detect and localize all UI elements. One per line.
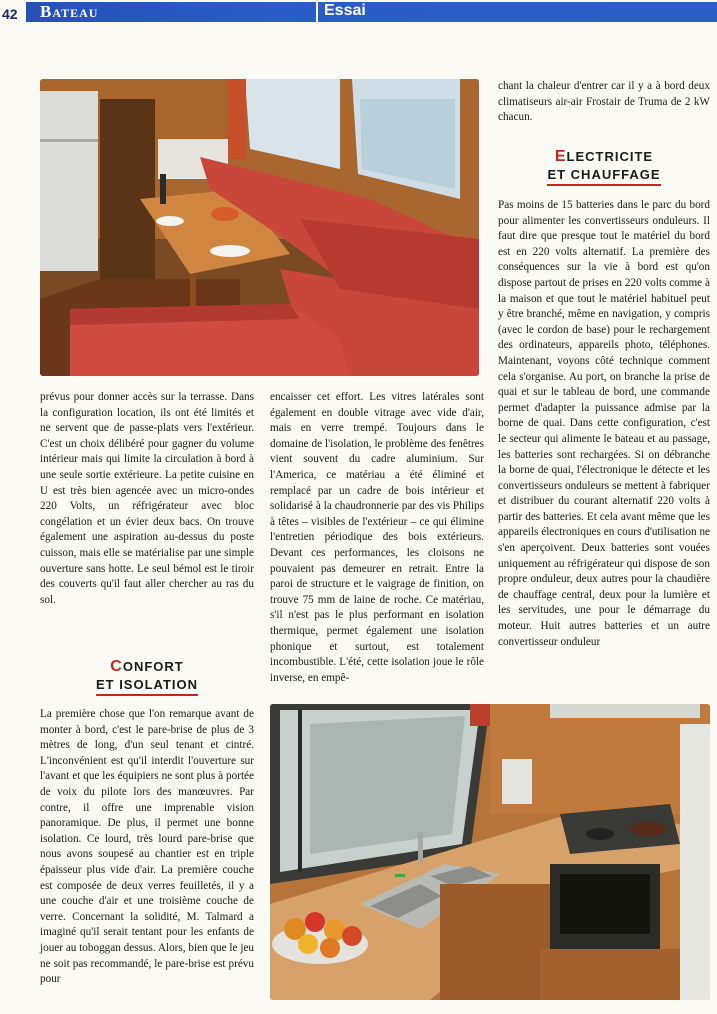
heading-confort-isolation <box>40 658 254 696</box>
heading-line-2: ET ISOLATION <box>96 677 198 696</box>
column-3-top-text <box>498 79 710 126</box>
saloon-photo <box>40 79 479 376</box>
galley-photo <box>270 704 710 1000</box>
header-separator <box>316 2 318 22</box>
column-1-bottom-text <box>40 707 254 988</box>
paragraph: prévus pour donner accès sur la terrasse. Dans la configuration location, ils ont été limités et ne servent que de passe-plats vers l'extérieur. C'est un choix délibéré pour gagner du volume intérieur mais qui limite la circulation à bord à une seule sortie extérieure. La petite cuisine en U est très bien agencée avec un micro-ondes 220 Volts, un réfrigérateur avec bloc congélation et un évier deux bacs. On trouve également une aspiration au-dessus du poste cuisson, mais elle se matérialise par une simple ouverture sans hotte. Le seul bémol est le tiroir des couverts qu'il faut aller chercher au ras du sol. <box>40 391 254 606</box>
heading-initial: C <box>110 658 123 675</box>
heading-initial: E <box>554 148 567 165</box>
column-1-top-text <box>40 390 254 608</box>
heading-line-1: LECTRICITE <box>566 149 654 164</box>
paragraph: Pas moins de 15 batteries dans le parc du bord pour alimenter les convertisseurs onduleurs. Il faut dire que presque tout le matériel du bord est en 220 volts alternatif. La première des conséquences sur la vie à bord est qu'on dispose partout de prises en 220 volts comme à la maison et que tout le matériel habituel peut y être branché, même en navigation, y compris (avec le cordon de base) pour le rechargement des ordinateurs, appareils photo, téléphones. Maintenant, voyons côté technique comment cela s'organise. Au port, on branche la prise de quai et sur le tableau de bord, une commande permet d'adapter la puissance admise par la borne de quai. Dans cette configuration, c'est le secteur qui alimente le bateau et au passage, les batteries sont rechargées. Si on débranche la borne de quai, l'électronique le détecte et les convertisseurs onduleurs se mettent à fabriquer et distribuer du courant alternatif 220 volts à partir des batteries. Et cela avant même que les appareils électroniques en cours d'utilisation ne s'en aperçoivent. Deux batteries sont vouées uniquement au réfrigérateur qui dispose de son propre onduleur, deux autres pour la chaudière de chauffage central, deux pour la lumière et les servitudes, une pour le démarrage du moteur. Huit autres batteries et un autre convertisseur onduleur <box>498 199 710 648</box>
rubric-title: Essai <box>324 2 366 19</box>
paragraph: La première chose que l'on remarque avant de monter à bord, c'est le pare-brise de plus de 3 mètres de long, d'un seul tenant et cintré. L'inconvénient est qu'il interdit l'ouverture sur l'avant et que les équipiers ne sont plus à portée de voix du pilote lors des manœuvres. Par contre, il offre une imprenable vision panoramique. De plus, il permet une bonne isolation. Ce lourd, très lourd pare-brise que nous avons soupesé au chantier est en triple épaisseur plus vide d'air. La première couche est composée de deux verres feuilletés, il y a une couche d'air et une troisième couche de verre. Concernant la solidité, M. Talmard a imaginé qu'il serait tentant pour les enfants de jouer au toboggan dessus. Alors, bien que le jeu ne soit pas recommandé, le pare-brise est prévu pour <box>40 708 254 986</box>
heading-line-2: ET CHAUFFAGE <box>547 167 660 186</box>
paragraph: encaisser cet effort. Les vitres latérales sont également en double vitrage avec vide d'air, mais en verre trempé. Toujours dans le domaine de l'isolation, le problème des fenêtres vient souvent du cadre aluminium. Sur l'America, ce matériau a été éliminé et remplacé par un cadre de bois intérieur et solidarisé à la chaudronnerie par des vis Philips à têtes – visibles de l'extérieur – ce qui élimine l'entretien périodique des bois extérieurs. Devant ces performances, les cloisons ne pouvaient pas demeurer en retrait. Entre la paroi de structure et le vaigrage de finition, on trouve 75 mm de laine de roche. Ce matériau, s'il n'est pas le plus performant en isolation thermique, permet également une isolation phonique et surtout, est totalement incombustible. L'été, cette isolation joue le rôle inverse, en empê- <box>270 391 484 684</box>
page-number: 42 <box>2 6 18 22</box>
paragraph: chant la chaleur d'entrer car il y a à bord deux climatiseurs air-air Frostair de Truma de 2 kW chacun. <box>498 80 710 124</box>
heading-line-1: ONFORT <box>122 659 184 674</box>
column-3-main-text <box>498 198 710 650</box>
heading-electricite-chauffage <box>498 148 710 186</box>
column-2-text <box>270 390 484 686</box>
page-header <box>0 0 717 26</box>
header-band <box>26 2 717 22</box>
section-title: Bateau <box>40 2 99 21</box>
